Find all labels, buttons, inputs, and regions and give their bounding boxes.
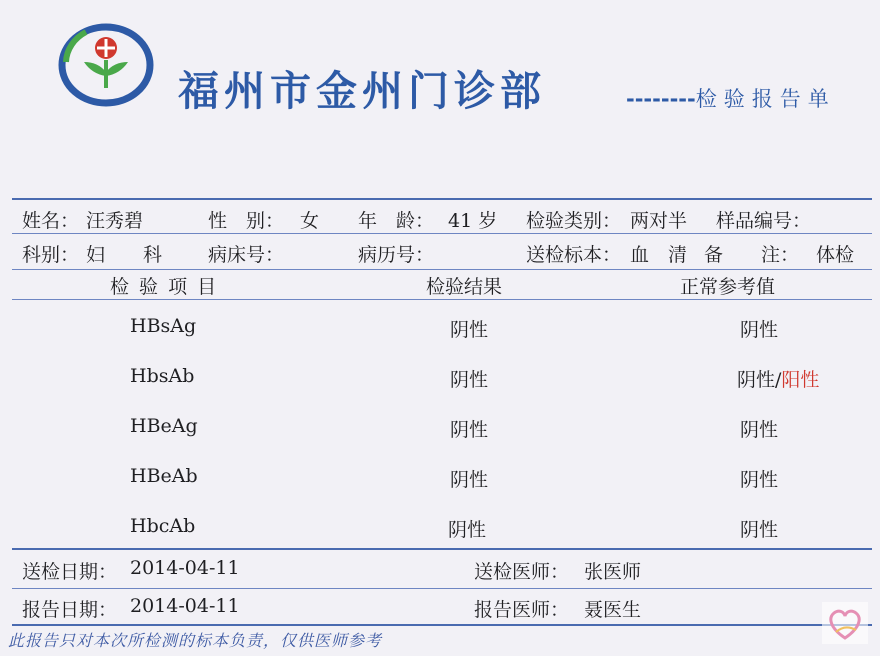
- report-doctor: 聂医生: [584, 599, 642, 621]
- specimen: 血 清: [630, 244, 688, 266]
- patient-name: 汪秀碧: [86, 210, 144, 232]
- rule-footer-mid: [12, 588, 872, 589]
- name-label: 姓名：: [22, 210, 80, 232]
- report-type-title: [626, 83, 836, 113]
- reference-value: 阴性: [740, 469, 779, 491]
- title-dashes: --------: [626, 87, 696, 111]
- report-date: 2014-04-11: [130, 595, 240, 617]
- specimen-label: 送检标本：: [526, 244, 622, 266]
- test-result: 阴性: [450, 419, 489, 441]
- test-category: 两对半: [630, 210, 688, 232]
- test-item: HBeAg: [130, 415, 198, 437]
- test-result: 阴性: [450, 469, 489, 491]
- test-result: 阴性: [448, 519, 487, 541]
- send-date-label: 送检日期：: [22, 561, 118, 583]
- hospital-name: 福州市金州门诊部: [178, 67, 546, 115]
- col-header-item: 检 验 项 目: [110, 276, 219, 298]
- reference-value: 阴性: [740, 319, 779, 341]
- test-result: 阴性: [450, 319, 489, 341]
- sample-no-label: 样品编号：: [716, 210, 812, 232]
- disclaimer-note: 此报告只对本次所检测的标本负责，仅供医师参考: [8, 631, 383, 650]
- patient-age: 41 岁: [448, 210, 498, 232]
- rule-top: [12, 198, 872, 200]
- reference-value: 阴性: [740, 519, 779, 541]
- test-item: HbcAb: [130, 515, 196, 537]
- reference-value: 阴性: [740, 419, 779, 441]
- report-date-label: 报告日期：: [22, 599, 118, 621]
- heart-watermark-icon: [822, 602, 868, 644]
- age-label: 年 龄：: [358, 210, 435, 232]
- bed-label: 病床号：: [208, 244, 285, 266]
- remark: 体检: [816, 244, 855, 266]
- send-date: 2014-04-11: [130, 557, 240, 579]
- test-item: HBsAg: [130, 315, 197, 337]
- report-doctor-label: 报告医师：: [474, 599, 570, 621]
- record-label: 病历号：: [358, 244, 435, 266]
- hospital-logo-icon: [56, 22, 154, 108]
- test-item: HbsAb: [130, 365, 195, 387]
- dept-label: 科别：: [22, 244, 80, 266]
- reference-value: 阴性/阳性: [737, 369, 820, 391]
- positive-marker: 阳性: [781, 369, 820, 391]
- sex-label: 性 别：: [208, 210, 285, 232]
- send-doctor-label: 送检医师：: [474, 561, 570, 583]
- rule-info-bottom: [12, 269, 872, 270]
- col-header-result: 检验结果: [426, 276, 503, 298]
- report-type-label: 检验报告单: [695, 87, 836, 111]
- send-doctor: 张医师: [584, 561, 642, 583]
- col-header-reference: 正常参考值: [680, 276, 776, 298]
- rule-footer-bottom: [12, 624, 872, 626]
- rule-info-mid: [12, 233, 872, 234]
- department: 妇 科: [86, 244, 163, 266]
- category-label: 检验类别：: [526, 210, 622, 232]
- remark-label: 备 注：: [704, 244, 800, 266]
- rule-col-header: [12, 299, 872, 300]
- test-result: 阴性: [450, 369, 489, 391]
- test-item: HBeAb: [130, 465, 198, 487]
- patient-sex: 女: [300, 210, 320, 232]
- rule-table-bottom: [12, 548, 872, 550]
